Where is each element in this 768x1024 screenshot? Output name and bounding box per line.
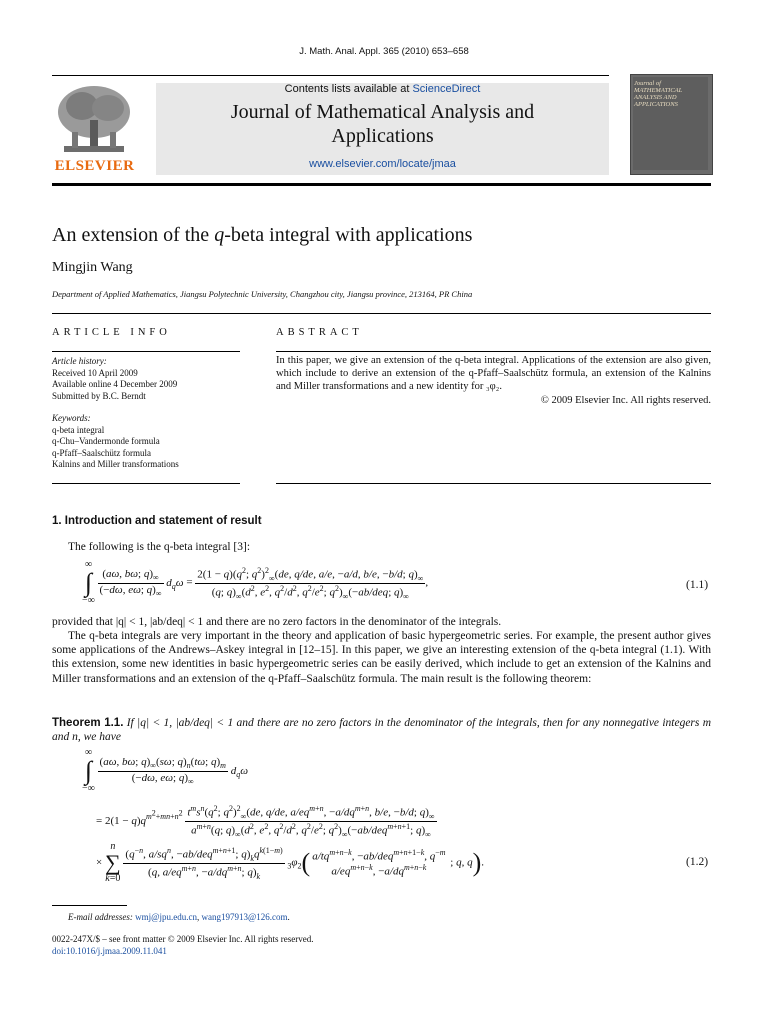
- journal-cover-text: Journal of MATHEMATICAL ANALYSIS AND APPLICATIONS: [634, 80, 683, 108]
- title-part-q: q: [214, 224, 225, 246]
- journal-reference: J. Math. Anal. Appl. 365 (2010) 653–658: [299, 46, 469, 57]
- journal-url-link[interactable]: www.elsevier.com/locate/jmaa: [309, 158, 456, 170]
- intro-paragraph: The q-beta integrals are very important in the theory and application of basic hypergeometric series. For example, the present author gives some applications of the Andrews–Askey integral in [12–15]. In this paper, we give an interesting extension of the q-beta integral (1.1). With this extension, some new identities in basic hypergeometric series can be easily derived, which include to get an extension of the Kalnins and Miller transformations and an extension of the q-Pfaff–Saalschütz formula. The main result is the following theorem:: [52, 630, 711, 685]
- theorem-statement: [52, 716, 711, 744]
- keywords-label: Keywords:: [52, 413, 91, 423]
- equation-1-2-label: (1.2): [686, 856, 709, 868]
- abstract-text: In this paper, we give an extension of the q-beta integral. Applications of the extension are also given, which include to derive an extension of the q-Pfaff–Saalschütz formula, an extension of the Kalnins and Miller transformations and a new identity for ₃φ₂.: [276, 355, 711, 392]
- keyword-item: Kalnins and Miller transformations: [52, 459, 179, 469]
- section-heading: 1. Introduction and statement of result: [52, 515, 262, 527]
- journal-title: [156, 100, 609, 148]
- equation-1-2-lhs: ∞ ∫ −∞ $\frac{(a\omega, b\omega; q)_\infty(s\omega; q)_n(t\omega; q)_m}{(-d\omega, e\omega; q)_\infty}$ $d_q\omega$: [82, 747, 248, 794]
- contents-prefix: Contents lists available at: [284, 83, 413, 95]
- article-info-block: [52, 356, 240, 471]
- intro-sentence: The following is the q-beta integral [3]:: [68, 541, 251, 553]
- article-info-rule: [52, 351, 240, 352]
- equation-1-2-rhs-1: = $2(1 - q)q^{m^2+mn+n^2}$ $\frac{t^ms^n(q^2; q^2)^2_\infty(de, q/de, a/eq^{m+n}, -a/dq^{m+n}, b/e, -b/d; q)_\infty}{a^{m+n}(q; q)_\infty(d^2, e^2, q^2/d^2, q^2/e^2; q^2)_\infty(-ab/deq^{m+n+1}; q)_\infty}$: [96, 804, 435, 839]
- proviso-paragraph: provided that |q| < 1, |ab/deq| < 1 and there are no zero factors in the denominator of the integrals.: [52, 616, 502, 628]
- header-top-rule: [52, 75, 609, 76]
- journal-title-line1: Journal of Mathematical Analysis and: [230, 101, 535, 123]
- article-info-heading: ARTICLE INFO: [52, 327, 171, 338]
- abstract-heading: ABSTRACT: [276, 327, 363, 338]
- article-title: [52, 224, 472, 247]
- article-info-bottom-rule: [52, 483, 240, 484]
- history-label: Article history:: [52, 356, 107, 366]
- email-link-2[interactable]: wang197913@126.com: [201, 912, 288, 922]
- footnote-rule: [52, 905, 127, 906]
- theorem-label: Theorem 1.1.: [52, 717, 124, 729]
- online-date: Available online 4 December 2009: [52, 379, 178, 389]
- equation-1-1-label: (1.1): [686, 579, 709, 591]
- title-part-1: An extension of the: [52, 224, 215, 246]
- equation-1-2-rhs-2: × n ∑ k=0 $\frac{(q^{-n}, a/sq^n, -ab/deq^{m+n+1}; q)_kq^{k(1-m)}}{(q, a/eq^{m+n}, -a/dq^{m+n}; q)_k}$ $_3\varphi_2$( $a/tq^{m+n-k}$, −ab/deq$^{m+n+1-k}$, $q^{-m}$ $a/eq^{m+n-k}$, $-a/dq^{m+n-k}$ ; q, q).: [96, 841, 485, 884]
- contents-line: [156, 83, 609, 95]
- submitted-by: Submitted by B.C. Berndt: [52, 390, 146, 401]
- received-date: Received 10 April 2009: [52, 367, 138, 378]
- sciencedirect-link[interactable]: ScienceDirect: [412, 83, 481, 95]
- elsevier-wordmark: ELSEVIER: [54, 158, 135, 174]
- journal-title-line2: Applications: [331, 125, 434, 147]
- header-thick-rule: [52, 183, 711, 186]
- affiliation-rule: [52, 313, 711, 314]
- abstract-rule: [276, 351, 711, 352]
- issn-line: 0022-247X/$ – see front matter © 2009 Elsevier Inc. All rights reserved.: [52, 934, 314, 944]
- keyword-item: q-Pfaff–Saalschütz formula: [52, 447, 152, 458]
- email-link-1[interactable]: wmj@jpu.edu.cn: [135, 912, 197, 922]
- abstract-bottom-rule: [276, 483, 711, 484]
- email-label: E-mail addresses:: [68, 912, 136, 922]
- author-affiliation: Department of Applied Mathematics, Jiangsu Polytechnic University, Changzhou city, Jiangsu province, 213164, PR China: [52, 289, 473, 299]
- theorem-text: If |q| < 1, |ab/deq| < 1 and there are no zero factors in the denominator of the integrals, then for any nonnegative integers m and n, we have: [52, 717, 712, 744]
- email-footnote: E-mail addresses: wmj@jpu.edu.cn, wang197913@126.com.: [68, 912, 290, 922]
- author-name: Mingjin Wang: [52, 260, 133, 275]
- equation-1-1: ∞ ∫ −∞ $\frac{(a\omega, b\omega; q)_\infty}{(-d\omega, e\omega; q)_\infty}$ $d_q\omega$ = $\frac{2(1 - q)(q^2; q^2)^2_\infty(de, q/de, a/e, -a/d, b/e, -b/d; q)_\infty}{(q; q)_\infty(d^2, e^2, q^2/d^2, q^2/e^2; q^2)_\infty(-ab/deq; q)_\infty}$ ,: [82, 559, 429, 606]
- doi-link[interactable]: doi:10.1016/j.jmaa.2009.11.041: [52, 946, 167, 956]
- abstract-copyright: © 2009 Elsevier Inc. All rights reserved.: [540, 395, 711, 406]
- keyword-item: q-Chu–Vandermonde formula: [52, 436, 160, 446]
- title-part-2: -beta integral with applications: [224, 224, 473, 246]
- keyword-item: q-beta integral: [52, 424, 105, 435]
